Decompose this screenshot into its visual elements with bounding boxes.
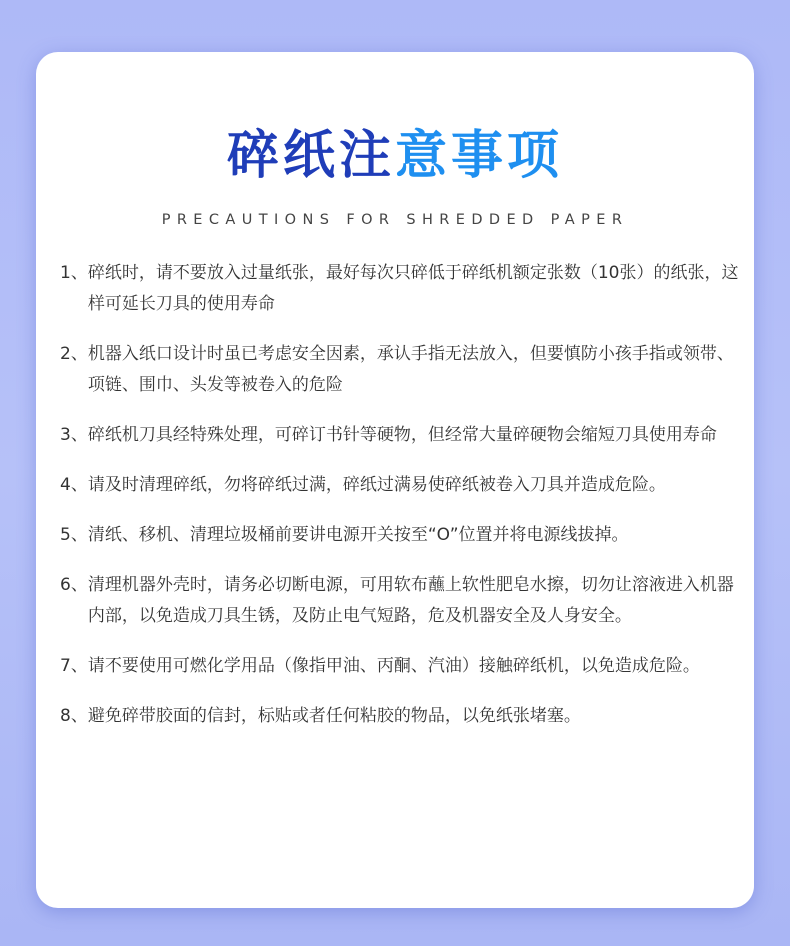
item-text: 碎纸机刀具经特殊处理，可碎订书针等硬物，但经常大量碎硬物会缩短刀具使用寿命 [87, 425, 717, 445]
precautions-card [36, 52, 754, 908]
item-number: 3、 [60, 425, 88, 445]
page-subtitle: PRECAUTIONS FOR SHREDDED PAPER [161, 212, 629, 228]
list-item [60, 701, 740, 732]
item-text: 避免碎带胶面的信封，标贴或者任何粘胶的物品，以免纸张堵塞。 [87, 706, 581, 726]
item-number: 7、 [60, 656, 88, 676]
item-text: 请及时清理碎纸，勿将碎纸过满，碎纸过满易使碎纸被卷入刀具并造成危险。 [87, 475, 666, 495]
item-number: 5、 [60, 525, 88, 545]
list-item [60, 258, 740, 320]
item-number: 1、 [60, 263, 88, 283]
item-number: 2、 [60, 344, 88, 364]
item-text: 碎纸时，请不要放入过量纸张，最好每次只碎低于碎纸机额定张数（10张）的纸张，这样可延长刀具的使用寿命 [87, 263, 739, 314]
list-item [60, 420, 740, 451]
item-text: 请不要使用可燃化学用品（像指甲油、丙酮、汽油）接触碎纸机，以免造成危险。 [87, 656, 700, 676]
list-item [60, 570, 740, 632]
item-text: 清理机器外壳时，请务必切断电源，可用软布蘸上软性肥皂水擦，切勿让溶液进入机器内部，以免造成刀具生锈，及防止电气短路，危及机器安全及人身安全。 [87, 575, 734, 626]
title-part-light: 意事项 [395, 126, 564, 186]
list-item [60, 470, 740, 501]
item-number: 4、 [60, 475, 88, 495]
list-item [60, 651, 740, 682]
item-number: 6、 [60, 575, 88, 595]
item-text: 机器入纸口设计时虽已考虑安全因素，承认手指无法放入，但要慎防小孩手指或领带、项链、围巾、头发等被卷入的危险 [87, 344, 734, 395]
precautions-list [60, 258, 740, 751]
page-title [36, 124, 754, 188]
item-number: 8、 [60, 706, 88, 726]
list-item [60, 520, 740, 551]
title-part-dark: 碎纸注 [226, 126, 395, 186]
list-item [60, 339, 740, 401]
item-text: 清纸、移机、清理垃圾桶前要讲电源开关按至“O”位置并将电源线拔掉。 [87, 525, 629, 545]
